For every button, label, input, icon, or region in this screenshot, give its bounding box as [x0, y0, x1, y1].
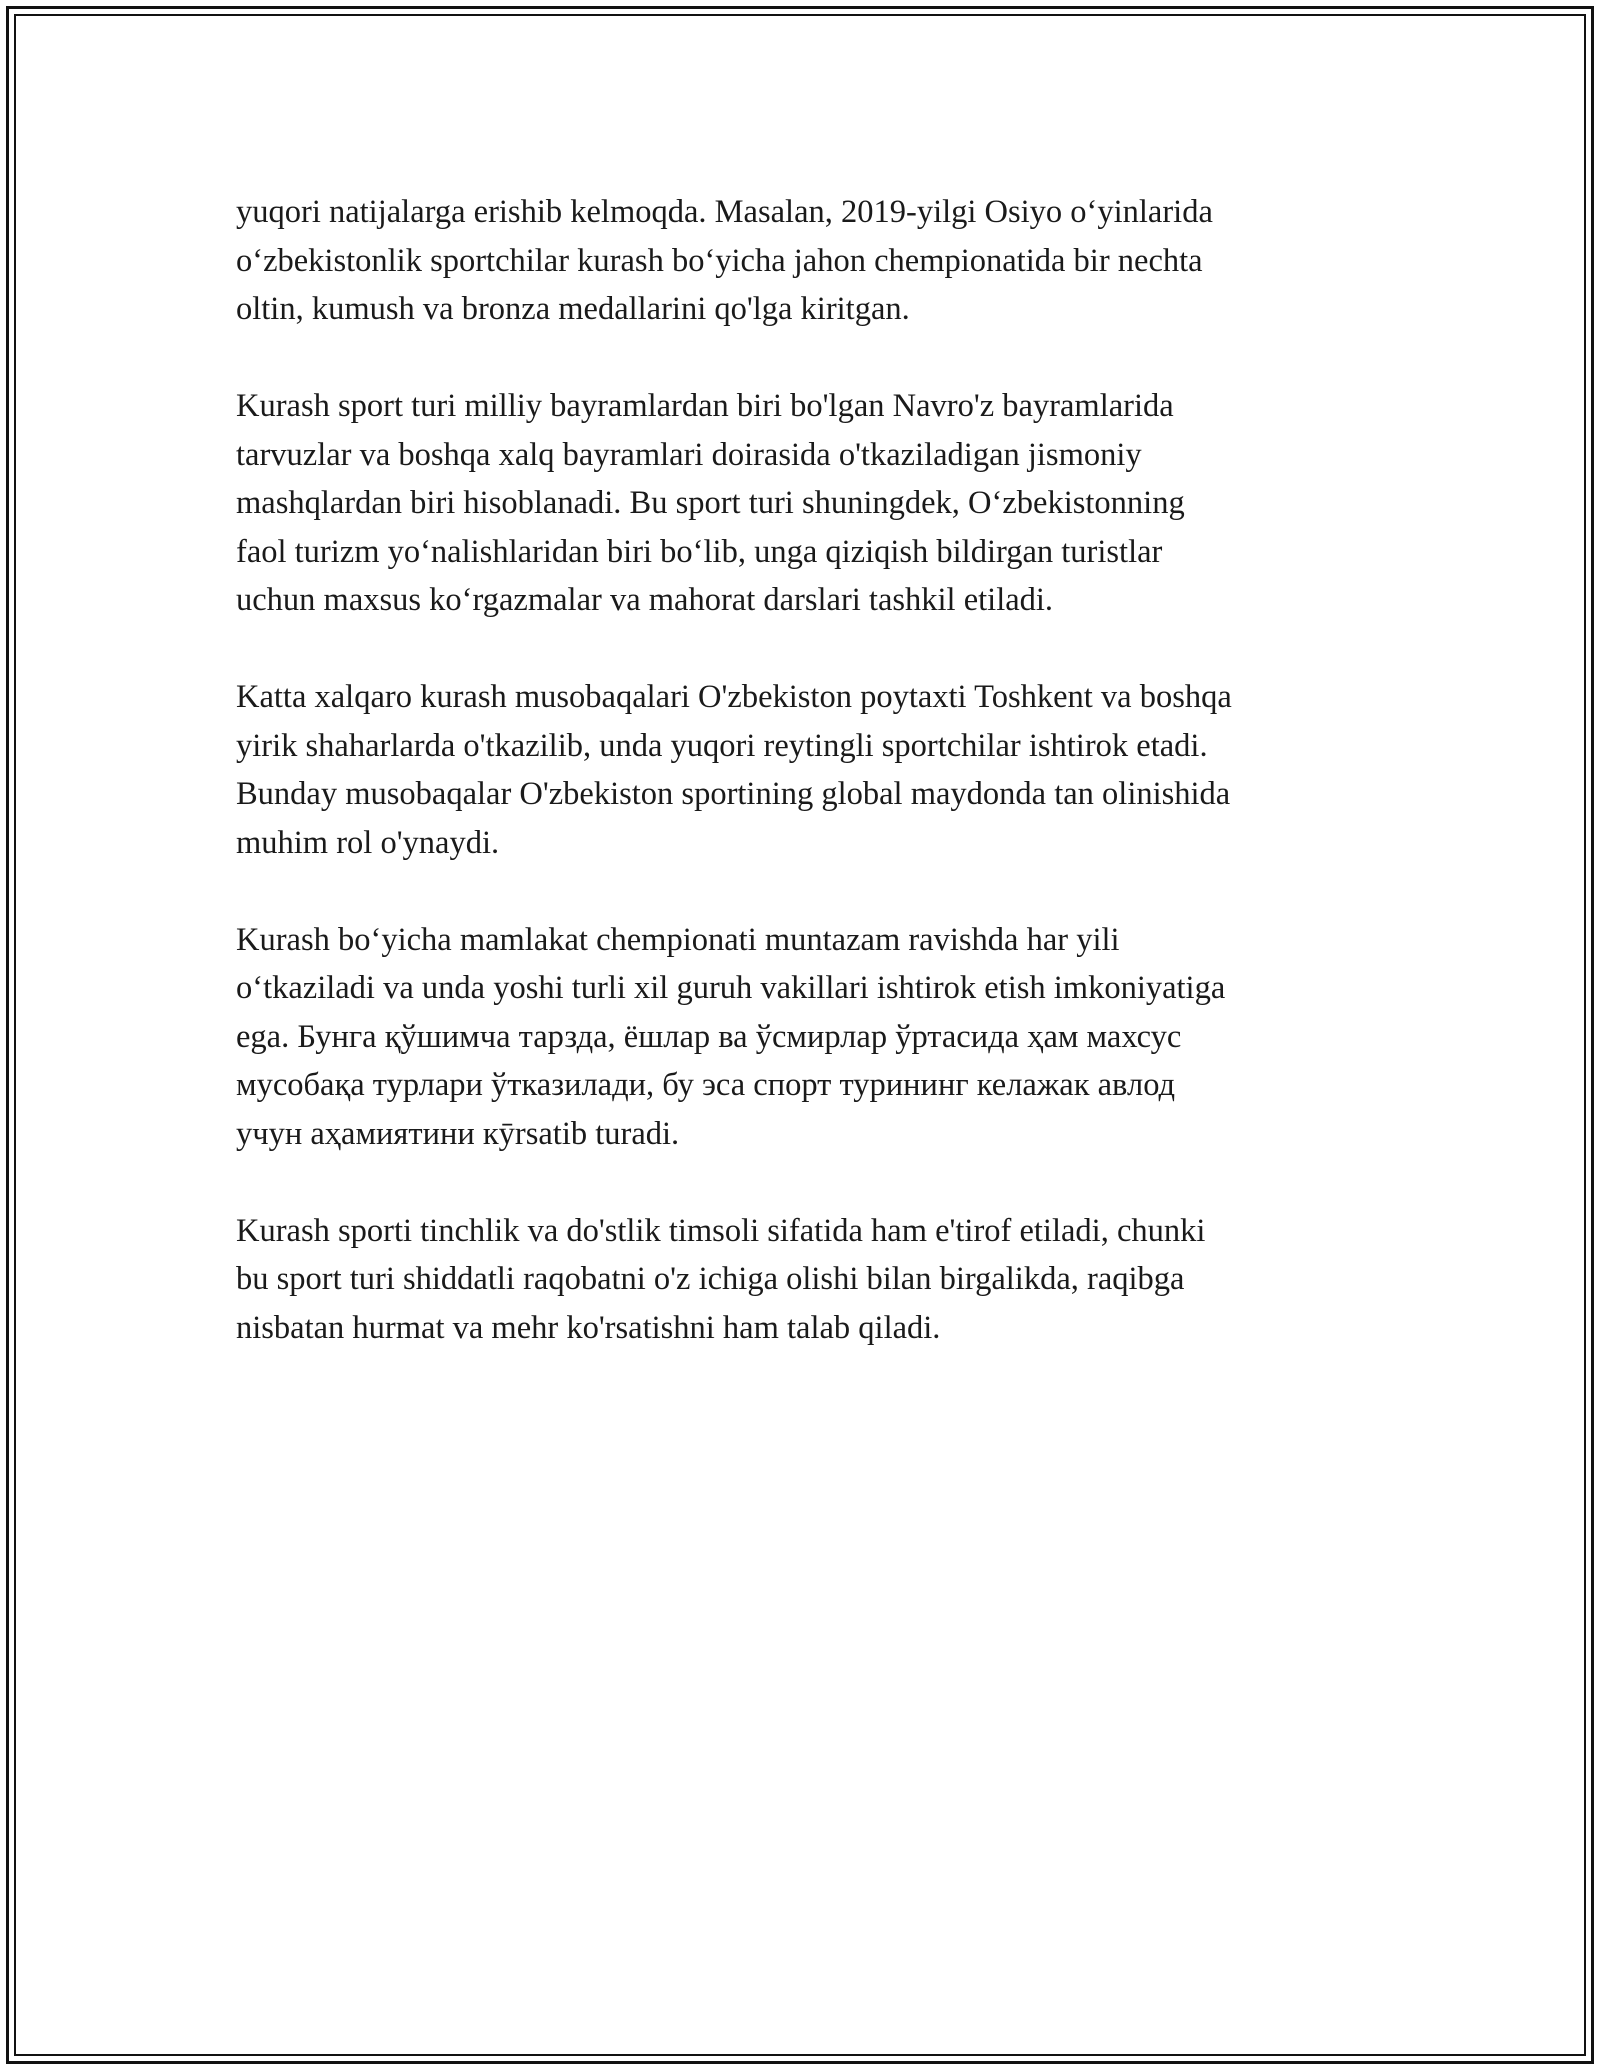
paragraph-2: Kurash sport turi milliy bayramlardan biri bo'lgan Navro'z bayramlarida tarvuzlar va boshqa xalq bayramlari doirasida o'tkaziladigan jismoniy mashqlardan biri hisoblanadi. Bu sport turi shuningdek, O‘zbekistonning faol turizm yo‘nalishlaridan biri bo‘lib, unga qiziqish bildirgan turistlar uchun maxsus ko‘rgazmalar va mahorat darslari tashkil etiladi. [236, 388, 1185, 618]
document-body [236, 188, 1376, 1352]
paragraph-4: Kurash bo‘yicha mamlakat chempionati muntazam ravishda har yili o‘tkaziladi va unda yoshi turli xil guruh vakillari ishtirok etish imkoniyatiga ega. Бунга қўшимча тарзда, ёшлар ва ўсмирлар ўртасида ҳам махсус мусобақа турлари ўтказилади, бу эса спорт турининг келажак авлод учун аҳамиятини кӯrsatib turadi. [236, 921, 1226, 1152]
paragraph-3: Katta xalqaro kurash musobaqalari O'zbekiston poytaxti Toshkent va boshqa yirik shaharlarda o'tkazilib, unda yuqori reytingli sportchilar ishtirok etadi. Bunday musobaqalar O'zbekiston sportining global maydonda tan olinishida muhim rol o'ynaydi. [236, 679, 1232, 861]
paragraph-1: yuqori natijalarga erishib kelmoqda. Masalan, 2019-yilgi Osiyo o‘yinlarida o‘zbekistonlik sportchilar kurash bo‘yicha jahon chempionatida bir nechta oltin, kumush va bronza medallarini qo'lga kiritgan. [236, 194, 1213, 327]
paragraph-5: Kurash sporti tinchlik va do'stlik timsoli sifatida ham e'tirof etiladi, chunki bu sport turi shiddatli raqobatni o'z ichiga olishi bilan birgalikda, raqibga nisbatan hurmat va mehr ko'rsatishni ham talab qiladi. [236, 1212, 1206, 1346]
